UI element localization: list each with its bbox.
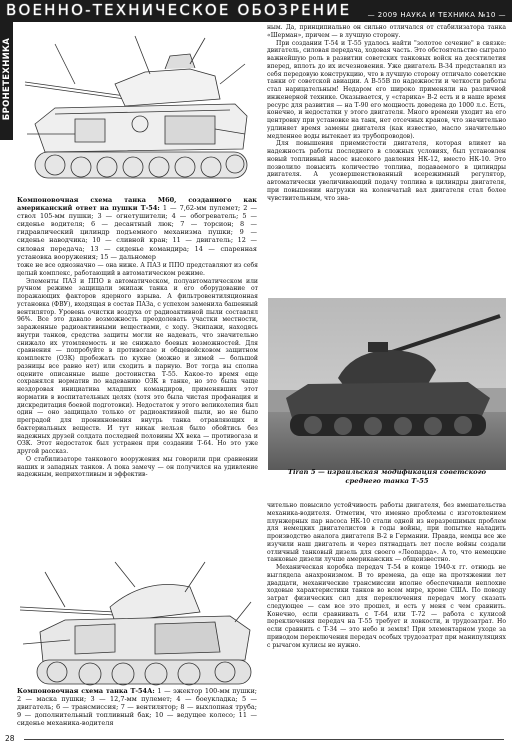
paragraph: ным. Да, принципиально он сильно отличался от стабилизатора танка «Шерман», причем — в лучшую сторону. bbox=[267, 24, 506, 39]
section-tab-label: БРОНЕТЕХНИКА bbox=[2, 37, 12, 121]
t54a-tank-drawing bbox=[15, 552, 259, 690]
figure-t54a-caption-body: 1 — эжектор 100-мм пушки; 2 — маска пушки; 3 — 12,7-мм пулемет; 4 — боеукладка; 5 — двигатель; 6 — трансмиссия; 7 — вентилятор; 8 — выхлопная труба; 9 — дополнительный топливный бак; 10 — ведущее колесо; 11 — сиденье механика-водителя bbox=[17, 687, 257, 728]
paragraph: Механическая коробка передач Т-54 в конце 1940-х гг. отнюдь не выглядела анахронизмом. В то времена, да еще на протяжении лет двадцати, механические трансмиссии вполне обеспечивали неплохие ходовые характеристики танков во всем мире, кроме США. По поводу затрат физических сил для переключения передач могу сказать следующее — сам все это прошел, и есть у меня с чем сравнить. Конечно, если сравнивать с Т-64 или Т-72 — работа с кулисой переключения передач на Т-55 требует и ловкости, и трудозатрат. Но если сравнить с Т-34 — это небо и земля! При элементарном уходе за приводом переключения передач особых трудозатрат при манипуляциях с рычагом кулисы не нужно. bbox=[267, 564, 506, 649]
figure-t54a-diagram bbox=[15, 552, 259, 690]
issue-label: — 2009 НАУКА И ТЕХНИКА №10 — bbox=[367, 11, 506, 19]
magazine-title: ВОЕННО-ТЕХНИЧЕСКОЕ ОБОЗРЕНИЕ bbox=[6, 1, 352, 19]
paragraph: тоже не все однозначно — она ниже. А ПАЗ и ППО представляют из себя целый комплекс, работающий в автоматическом режиме. bbox=[17, 262, 258, 277]
left-text-column bbox=[17, 262, 258, 479]
figure-m60-caption-body: 1 — 7,62-мм пулемет; 2 — ствол 105-мм пушки; 3 — огнетушители; 4 — обогреватель; 5 — сиденье водителя; 6 — десантный люк; 7 — торсион; 8 — гидравлический цилиндр подъемного механизма пушки; 9 — сиденье наводчика; 10 — сливной кран; 11 — двигатель; 12 — силовая передача; 13 — сиденье командира; 14 — спаренная установка вооружения; 15 — дальномер bbox=[17, 204, 257, 261]
page-header bbox=[0, 0, 512, 22]
paragraph: При создании Т-54 и Т-55 удалось найти "золотое сечение" в связке: двигатель, силовая передача, ходовая часть. Это обстоятельство сыграло важнейшую роль в развитии советских танковых войск на десятилетия вперед, вплоть до их исчезновения. Уже двигатель В-34 представлял из себя передовую конструкцию, что в лучшую сторону отличало советские танки от советской авиации. А В-55В по надежности и четкости работы стал нарицательным! Недаром его широко применяли на различной инженерной технике. Оказывается, у «старика» В-2 есть и в наше время ресурс для развития — на Т-90 его мощность доведена до 1000 л.с. Есть, конечно, и недостатки у этого двигателя. Много времени уходит на его центровку при установке на танк, нет отсечных кранов, что значительно удлиняет время замены двигателя (как известно, масло значительно медленнее воды вытекает из трубопроводов). bbox=[267, 39, 506, 140]
page-number: 28 bbox=[5, 734, 15, 743]
photo-caption: Tiran 5 — израильская модификация советского среднего танка Т-55 bbox=[287, 468, 487, 485]
section-tab bbox=[0, 22, 13, 140]
figure-m60-caption bbox=[17, 196, 257, 261]
right-text-column-bottom bbox=[267, 502, 506, 649]
paragraph: О стабилизаторе танкового вооружения мы говорили при сравнении наших и западных танков. А пока замечу — он получился на удивление надежным, неприхотливым и эффектив- bbox=[17, 455, 258, 479]
figure-m60-diagram bbox=[15, 24, 259, 204]
figure-m60-caption-title: Компоновочная схема танка М60, созданного как американский ответ на пушки Т-54: bbox=[17, 196, 257, 213]
paragraph: Элементы ПАЗ и ППО в автоматическом, полуавтоматическом или ручном режиме защищали экипаж танка и его оборудование от поражающих факторов ядерного взрыва. А фильтровентиляционная установка (ФВУ), входящая в состав ПАЗа, с успехом заменила башенный вентилятор. Уровень очистки воздуха от радиоактивной пыли составлял 96%. Все это давало возможность преодолевать участки местности, зараженные радиоактивными веществами, с ходу. Экипажи, находясь внутри танков, средства защиты могли не надевать, что значительно снижало их утомляемость и не снижало боевых возможностей. Для сравнения — попробуйте в противогазе и общевойсковом защитном комплекте (ОЗК) пробежать по кухне (можно и зимой — большой разницы все равно нет) или сходить в парную. Вот тогда вы сполна оцените описанные выше достоинства Т-55. Какое-то время еще сохранялся норматив по надеванию ОЗК в танке, но это была чаще нездоровая инициатива младших командиров, применявших этот норматив в воспитательных целях (хотя это была чистая профанация и дискредитация боевой подготовки). Недостаток у этого великолепия был один — оно защищало только от радиоактивной пыли, но не было преградой для проникновения внутрь танка отравляющих и бактериальных веществ. И тут никак нельзя было обойтись без надежных друзей солдата последней половины XX века — противогаза и ОЗК. Этот недостаток был устранен при создании Т-64. Но это уже другой рассказ. bbox=[17, 277, 258, 455]
figure-t54a-caption-title: Компоновочная схема танка Т-54А: bbox=[17, 687, 155, 695]
m60-tank-drawing bbox=[15, 24, 259, 204]
paragraph: чительно повысило устойчивость работы двигателя, без вмешательства механика-водителя. Отметим, что именно проблемы с изготовлением плунжерных пар насоса НК-10 стали одной из неразрешимых проблем для немецких двигателистов в годы войны, при попытке наладить производство аналога двигателя В-2 в Германии. Правда, немцы все же изучили наш двигатель и через пятнадцать лет после войны создали отличный танковый дизель для своего «Леопарда». А то, что немецкие танковые дизели лучше американских — общеизвестно. bbox=[267, 502, 506, 564]
footer-divider bbox=[24, 739, 504, 740]
right-text-column-top bbox=[267, 24, 506, 202]
paragraph: Для повышения приемистости двигателя, которая влияет на надежность работы последнего в сложных условиях, был установлен новый топливный насос высокого давления НК-12, вместо НК-10. Это позволило повысить количество топлива, подаваемого в цилиндры двигателя. А усовершенствованный всережимный регулятор, автоматически увеличивающий подачу топлива в цилиндры двигателя, при повышении нагрузки на коленчатый вал двигателя стал более чувствительным, что зна- bbox=[267, 140, 506, 202]
tiran-5-tank-image bbox=[268, 298, 506, 470]
tiran-5-photo bbox=[268, 298, 506, 470]
figure-t54a-caption bbox=[17, 687, 257, 731]
